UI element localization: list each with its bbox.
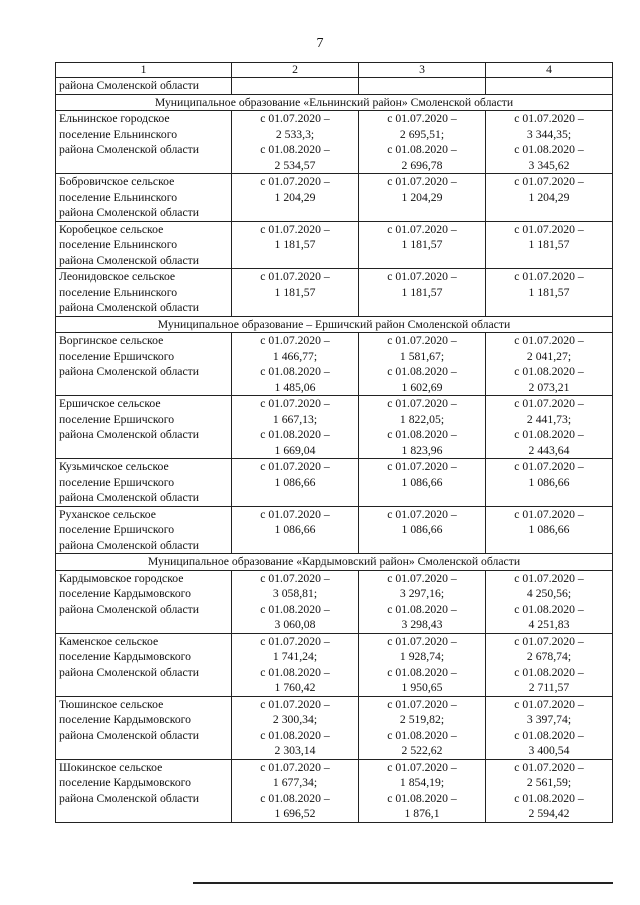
- value-cell-col3: с 01.07.2020 – 1 086,66: [359, 459, 486, 507]
- value-cell-col3: с 01.07.2020 – 2 519,82; с 01.08.2020 – 2 522,62: [359, 696, 486, 759]
- value-cell-col3: с 01.07.2020 – 1 854,19; с 01.08.2020 – 1 876,1: [359, 759, 486, 822]
- continued-row-cell: [359, 78, 486, 95]
- value-cell-col2: с 01.07.2020 – 1 677,34; с 01.08.2020 – 1 696,52: [232, 759, 359, 822]
- column-header-4: 4: [486, 63, 613, 78]
- table-row: [56, 221, 613, 269]
- settlement-name: Кардымовское городское поселение Кардымовского района Смоленской области: [56, 570, 232, 633]
- value-cell-col4: с 01.07.2020 – 2 678,74; с 01.08.2020 – 2 711,57: [486, 633, 613, 696]
- settlement-name: Шокинское сельское поселение Кардымовского района Смоленской области: [56, 759, 232, 822]
- settlement-name: Тюшинское сельское поселение Кардымовского района Смоленской области: [56, 696, 232, 759]
- value-cell-col3: с 01.07.2020 – 2 695,51; с 01.08.2020 – 2 696,78: [359, 111, 486, 174]
- value-cell-col4: с 01.07.2020 – 4 250,56; с 01.08.2020 – 4 251,83: [486, 570, 613, 633]
- section-header-row: [56, 554, 613, 571]
- section-title: Муниципальное образование – Ершичский район Смоленской области: [56, 316, 613, 333]
- settlement-name: Коробецкое сельское поселение Ельнинского района Смоленской области: [56, 221, 232, 269]
- continued-row-name: района Смоленской области: [56, 78, 232, 95]
- settlement-name: Бобровичское сельское поселение Ельнинского района Смоленской области: [56, 174, 232, 222]
- continued-row: [56, 78, 613, 95]
- footer-divider: [193, 882, 613, 884]
- table-row: [56, 111, 613, 174]
- settlement-name: Леонидовское сельское поселение Ельнинского района Смоленской области: [56, 269, 232, 317]
- table-row: [56, 459, 613, 507]
- value-cell-col4: с 01.07.2020 – 3 344,35; с 01.08.2020 – 3 345,62: [486, 111, 613, 174]
- value-cell-col4: с 01.07.2020 – 1 086,66: [486, 459, 613, 507]
- column-header-1: 1: [56, 63, 232, 78]
- value-cell-col4: с 01.07.2020 – 3 397,74; с 01.08.2020 – 3 400,54: [486, 696, 613, 759]
- settlement-name: Руханское сельское поселение Ершичского района Смоленской области: [56, 506, 232, 554]
- value-cell-col2: с 01.07.2020 – 1 181,57: [232, 269, 359, 317]
- value-cell-col2: с 01.07.2020 – 2 533,3; с 01.08.2020 – 2 534,57: [232, 111, 359, 174]
- value-cell-col4: с 01.07.2020 – 1 204,29: [486, 174, 613, 222]
- value-cell-col3: с 01.07.2020 – 1 086,66: [359, 506, 486, 554]
- value-cell-col2: с 01.07.2020 – 2 300,34; с 01.08.2020 – 2 303,14: [232, 696, 359, 759]
- table-row: [56, 506, 613, 554]
- value-cell-col4: с 01.07.2020 – 2 561,59; с 01.08.2020 – 2 594,42: [486, 759, 613, 822]
- value-cell-col2: с 01.07.2020 – 3 058,81; с 01.08.2020 – 3 060,08: [232, 570, 359, 633]
- continued-row-cell: [486, 78, 613, 95]
- section-header-row: [56, 94, 613, 111]
- value-cell-col2: с 01.07.2020 – 1 667,13; с 01.08.2020 – 1 669,04: [232, 396, 359, 459]
- value-cell-col4: с 01.07.2020 – 1 181,57: [486, 221, 613, 269]
- value-cell-col3: с 01.07.2020 – 3 297,16; с 01.08.2020 – 3 298,43: [359, 570, 486, 633]
- section-title: Муниципальное образование «Кардымовский район» Смоленской области: [56, 554, 613, 571]
- value-cell-col3: с 01.07.2020 – 1 822,05; с 01.08.2020 – 1 823,96: [359, 396, 486, 459]
- value-cell-col2: с 01.07.2020 – 1 086,66: [232, 459, 359, 507]
- table-row: [56, 633, 613, 696]
- value-cell-col3: с 01.07.2020 – 1 204,29: [359, 174, 486, 222]
- value-cell-col2: с 01.07.2020 – 1 741,24; с 01.08.2020 – 1 760,42: [232, 633, 359, 696]
- value-cell-col2: с 01.07.2020 – 1 466,77; с 01.08.2020 – 1 485,06: [232, 333, 359, 396]
- column-header-3: 3: [359, 63, 486, 78]
- table-row: [56, 269, 613, 317]
- settlement-name: Ельнинское городское поселение Ельнинского района Смоленской области: [56, 111, 232, 174]
- settlement-name: Воргинское сельское поселение Ершичского района Смоленской области: [56, 333, 232, 396]
- value-cell-col3: с 01.07.2020 – 1 928,74; с 01.08.2020 – 1 950,65: [359, 633, 486, 696]
- value-cell-col2: с 01.07.2020 – 1 181,57: [232, 221, 359, 269]
- column-header-2: 2: [232, 63, 359, 78]
- table-row: [56, 696, 613, 759]
- continued-row-cell: [232, 78, 359, 95]
- value-cell-col2: с 01.07.2020 – 1 204,29: [232, 174, 359, 222]
- value-cell-col2: с 01.07.2020 – 1 086,66: [232, 506, 359, 554]
- value-cell-col4: с 01.07.2020 – 2 041,27; с 01.08.2020 – 2 073,21: [486, 333, 613, 396]
- tariff-table: [55, 62, 613, 823]
- table-header-row: [56, 63, 613, 78]
- section-header-row: [56, 316, 613, 333]
- table-body: [56, 78, 613, 823]
- page-number: 7: [316, 36, 324, 51]
- value-cell-col4: с 01.07.2020 – 1 181,57: [486, 269, 613, 317]
- value-cell-col4: с 01.07.2020 – 1 086,66: [486, 506, 613, 554]
- value-cell-col3: с 01.07.2020 – 1 581,67; с 01.08.2020 – 1 602,69: [359, 333, 486, 396]
- settlement-name: Ершичское сельское поселение Ершичского района Смоленской области: [56, 396, 232, 459]
- settlement-name: Кузьмичское сельское поселение Ершичского района Смоленской области: [56, 459, 232, 507]
- value-cell-col4: с 01.07.2020 – 2 441,73; с 01.08.2020 – 2 443,64: [486, 396, 613, 459]
- table-row: [56, 174, 613, 222]
- table-row: [56, 759, 613, 822]
- settlement-name: Каменское сельское поселение Кардымовского района Смоленской области: [56, 633, 232, 696]
- value-cell-col3: с 01.07.2020 – 1 181,57: [359, 269, 486, 317]
- table-row: [56, 396, 613, 459]
- table-row: [56, 333, 613, 396]
- table-row: [56, 570, 613, 633]
- section-title: Муниципальное образование «Ельнинский район» Смоленской области: [56, 94, 613, 111]
- value-cell-col3: с 01.07.2020 – 1 181,57: [359, 221, 486, 269]
